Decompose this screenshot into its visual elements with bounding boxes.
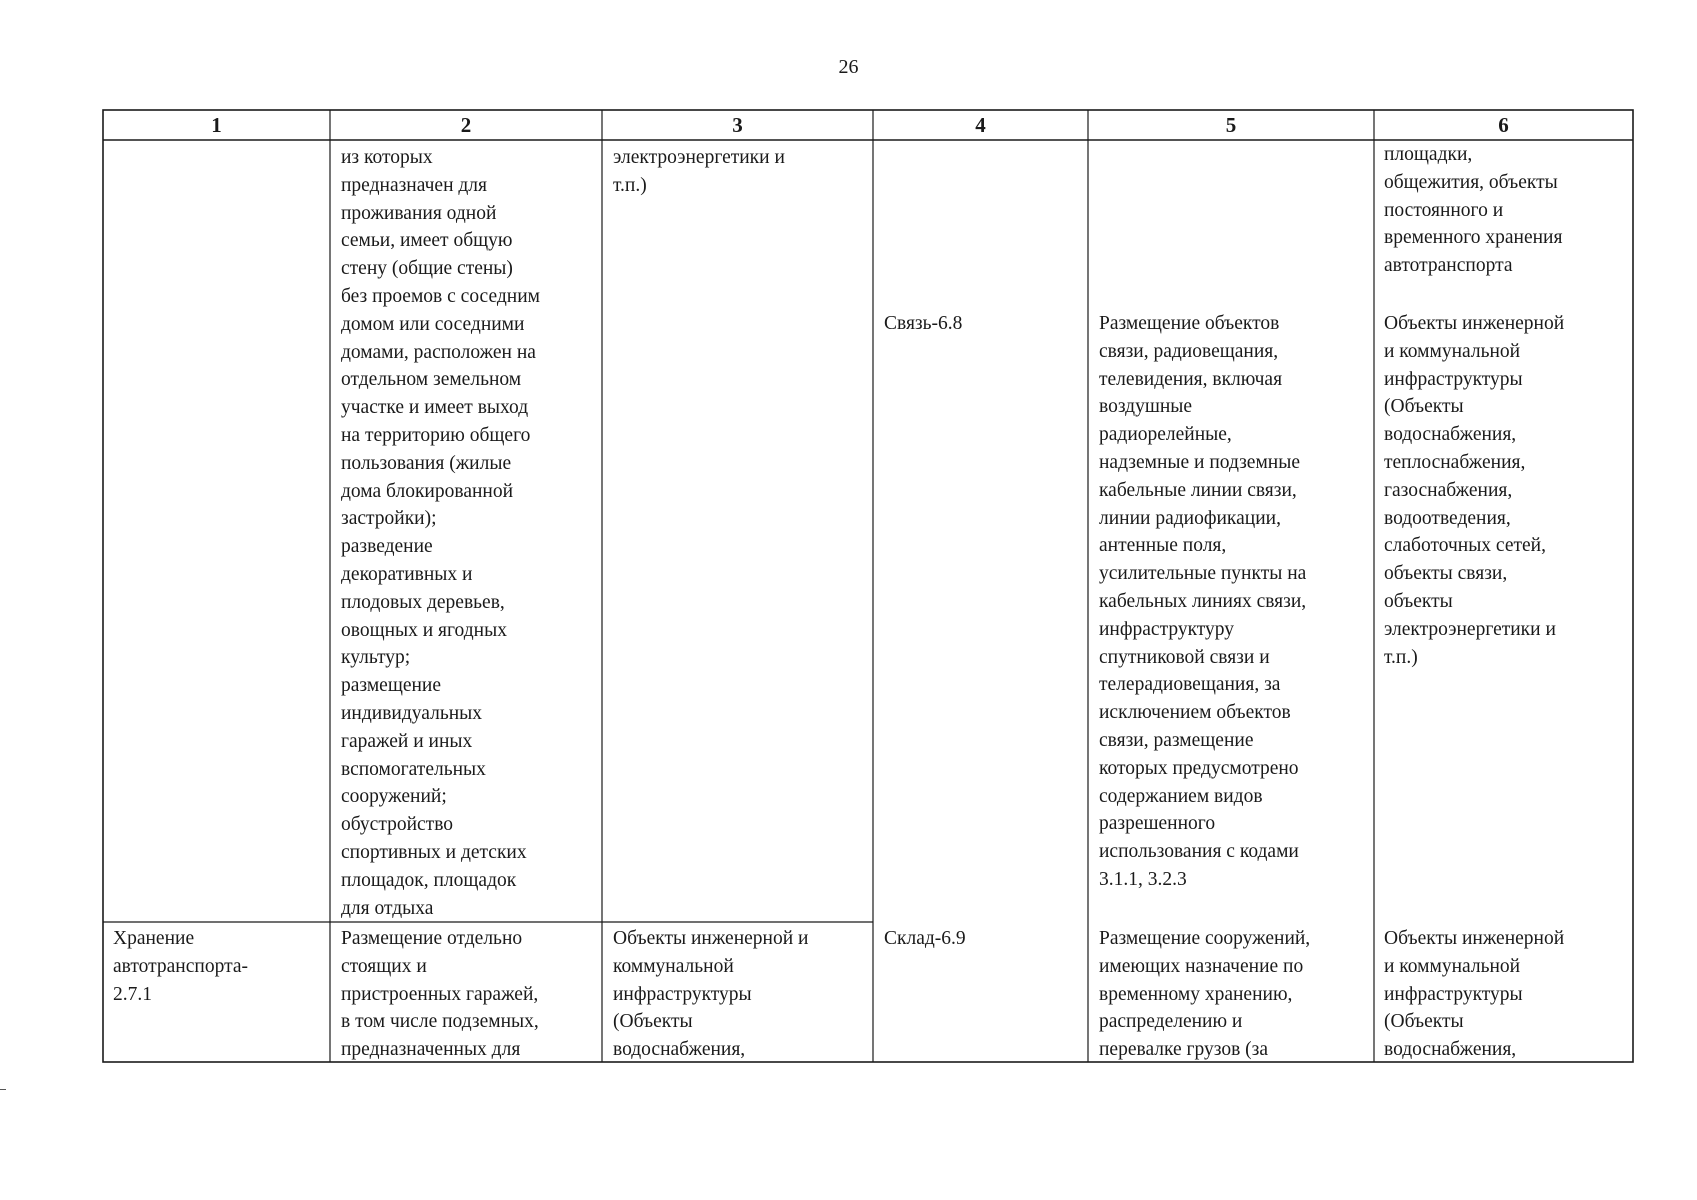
row2-col3-objects: Объекты инженерной и коммунальной инфраструктуры (Объекты водоснабжения, xyxy=(613,928,809,1061)
header-col-5: 5 xyxy=(1225,113,1237,137)
row2-col4-sklad: Склад-6.9 xyxy=(884,928,966,949)
row1-col5-svyaz-description: Размещение объектов связи, радиовещания, телевидения, включая воздушные радиорелейные, надземные и подземные кабельные линии связи, линии радиофикации, антенные поля, усилительные пункты на кабельных линиях связи, инфраструктуру спутниковой связи и телерадиовещания, за исключением объектов связи, размещение которых предусмотрено содержанием видов разрешенного использования с кодами 3.1.1, 3.2.3 xyxy=(1099,313,1307,890)
page-number: 26 xyxy=(838,56,859,78)
row2-col2-description: Размещение отдельно стоящих и пристроенных гаражей, в том числе подземных, предназначенных для xyxy=(341,928,539,1061)
row1-col6-objects-b: Объекты инженерной и коммунальной инфраструктуры (Объекты водоснабжения, теплоснабжения, газоснабжения, водоотведения, слаботочных сетей, объекты связи, объекты электроэнергетики и т.п.) xyxy=(1384,313,1565,668)
row1-col4-svyaz: Связь-6.8 xyxy=(884,313,963,334)
header-col-1: 1 xyxy=(211,113,222,137)
margin-mark xyxy=(0,1089,6,1090)
header-col-3: 3 xyxy=(732,113,743,137)
header-col-2: 2 xyxy=(460,113,472,137)
row1-col3-objects: электроэнергетики и т.п.) xyxy=(613,147,785,196)
row2-col1-name: Хранение автотранспорта- 2.7.1 xyxy=(113,928,248,1005)
header-col-6: 6 xyxy=(1498,113,1509,137)
header-col-4: 4 xyxy=(975,113,986,137)
row1-col2-description: из которых предназначен для проживания одной семьи, имеет общую стену (общие стены) без проемов с соседним домом или соседними домами, расположен на отдельном земельном участке и имеет выход на территорию общего пользования (жилые дома блокированной застройки); разведение декоративных и плодовых деревьев, овощных и ягодных культур; размещение индивидуальных гаражей и иных вспомогательных сооружений; обустройство спортивных и детских площадок, площадок для отдыха xyxy=(341,147,540,919)
row1-col6-objects-a: площадки, общежития, объекты постоянного и временного хранения автотранспорта xyxy=(1384,144,1563,277)
row2-col5-description: Размещение сооружений, имеющих назначение по временному хранению, распределению и перевалке грузов (за xyxy=(1099,928,1311,1061)
row2-col6-objects: Объекты инженерной и коммунальной инфраструктуры (Объекты водоснабжения, xyxy=(1384,928,1565,1061)
